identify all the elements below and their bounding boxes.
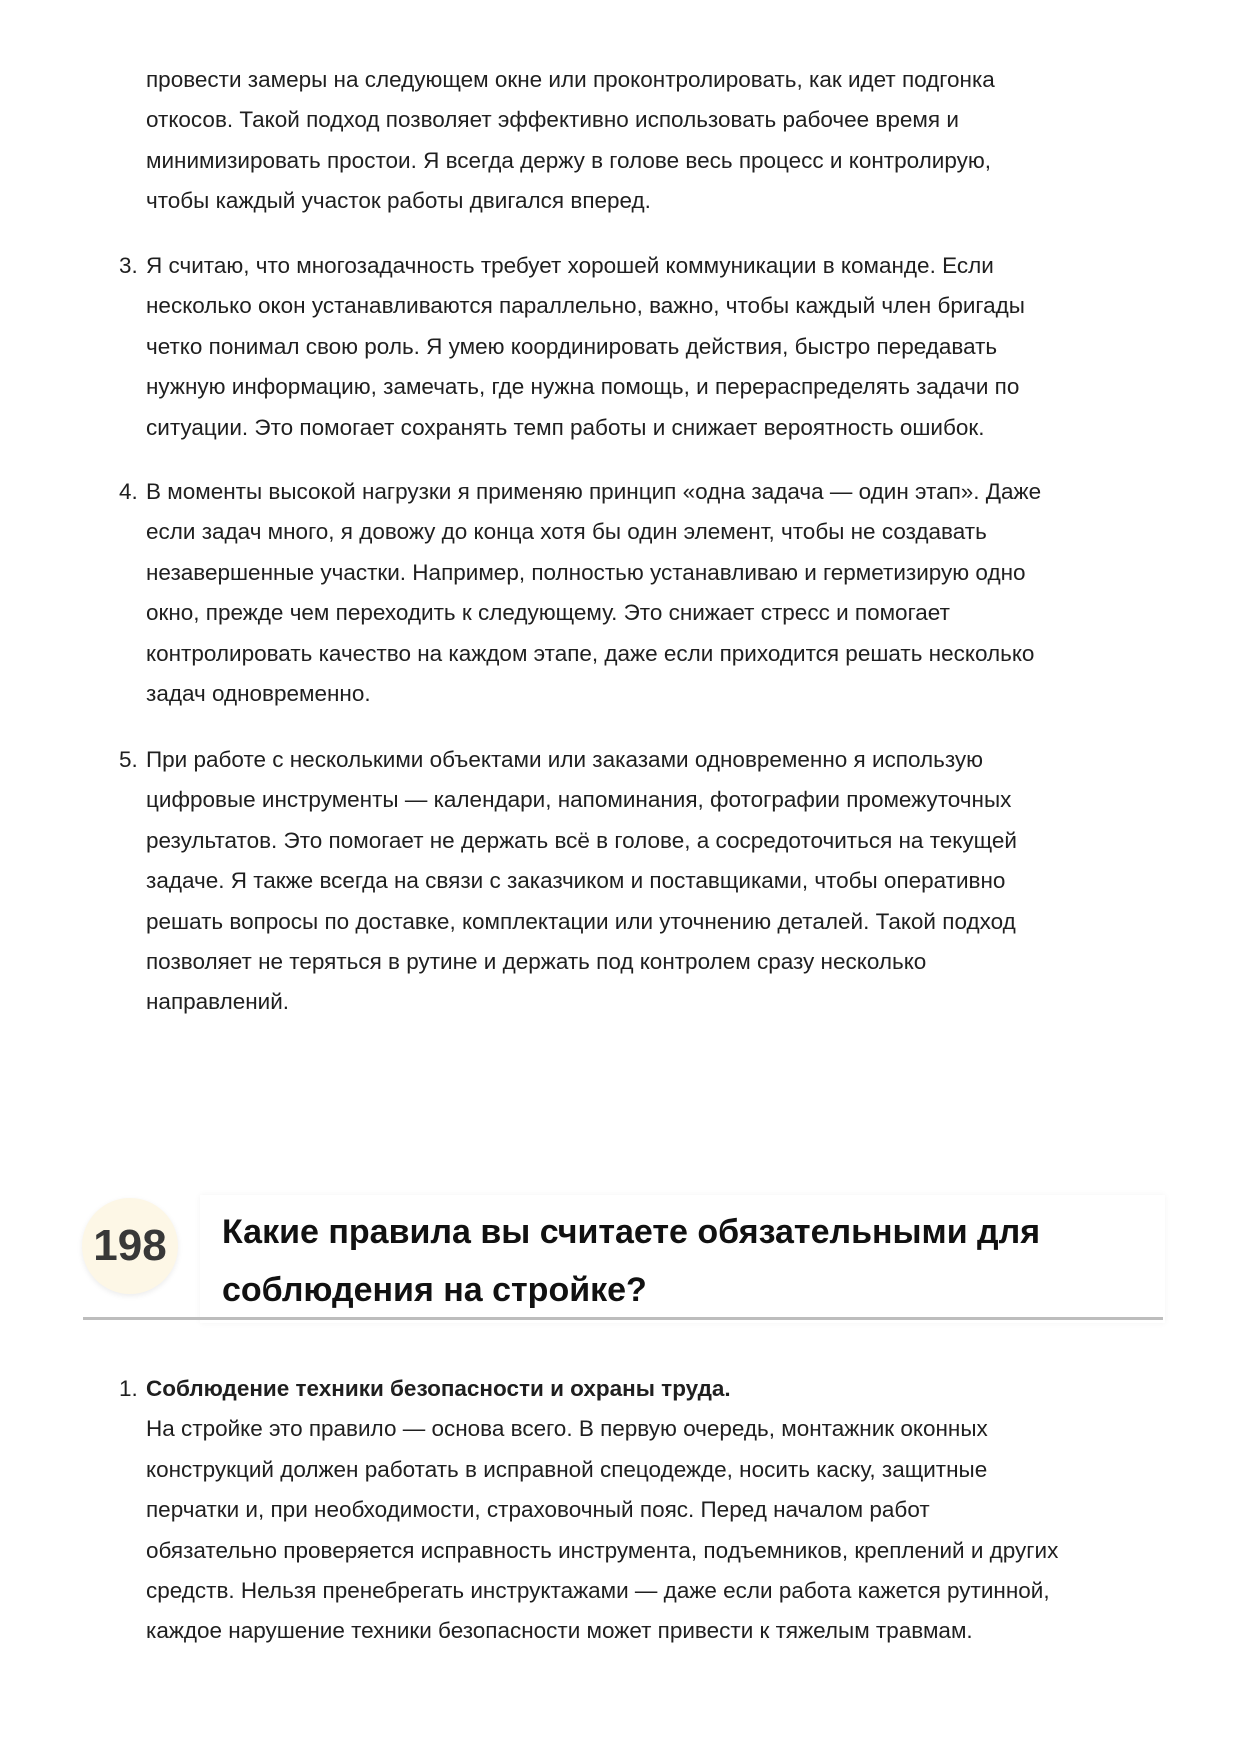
- text-line: обязательно проверяется исправность инструмента, подъемников, креплений и других: [146, 1537, 1059, 1563]
- text-line: При работе с несколькими объектами или заказами одновременно я использую: [146, 747, 984, 772]
- text-line: позволяет не теряться в рутине и держать под контролем сразу несколько: [146, 948, 927, 974]
- text-line: Я считаю, что многозадачность требует хорошей коммуникации в команде. Если: [146, 253, 994, 278]
- list-number: 5.: [119, 747, 138, 772]
- text-line: средств. Нельзя пренебрегать инструктажами — даже если работа кажется рутинной,: [146, 1577, 1050, 1603]
- text-line: откосов. Такой подход позволяет эффективно использовать рабочее время и: [146, 107, 959, 133]
- text-line: нужную информацию, замечать, где нужна помощь, и перераспределять задачи по: [146, 374, 1020, 400]
- list-number: 1.: [119, 1376, 138, 1401]
- text-line: перчатки и, при необходимости, страховочный пояс. Перед началом работ: [146, 1497, 930, 1523]
- answer-heading: Соблюдение техники безопасности и охраны труда.: [146, 1376, 731, 1401]
- text-line: окно, прежде чем переходить к следующему. Это снижает стресс и помогает: [146, 600, 950, 626]
- question-divider: [83, 1317, 1163, 1320]
- question-title: [222, 1203, 1040, 1319]
- text-line: задач одновременно.: [146, 680, 371, 706]
- text-line: конструкций должен работать в исправной спецодежде, носить каску, защитные: [146, 1456, 988, 1482]
- question-title-line: Какие правила вы считаете обязательными для: [222, 1213, 1041, 1251]
- question-number-badge: 198: [82, 1198, 178, 1294]
- text-line: задаче. Я также всегда на связи с заказчиком и поставщиками, чтобы оперативно: [146, 868, 1006, 894]
- text-line: результатов. Это помогает не держать всё в голове, а сосредоточиться на текущей: [146, 827, 1017, 853]
- text-line: провести замеры на следующем окне или проконтролировать, как идет подгонка: [146, 67, 995, 92]
- text-line: если задач много, я довожу до конца хотя бы один элемент, чтобы не создавать: [146, 519, 987, 545]
- list-item-5: [119, 740, 1017, 1023]
- list-item-3: [119, 246, 1025, 448]
- text-line: цифровые инструменты — календари, напоминания, фотографии промежуточных: [146, 787, 1012, 813]
- text-line: незавершенные участки. Например, полностью устанавливаю и герметизирую одно: [146, 559, 1026, 585]
- text-line: решать вопросы по доставке, комплектации или уточнению деталей. Такой подход: [146, 908, 1016, 934]
- list-number: 3.: [119, 253, 138, 278]
- text-line: минимизировать простои. Я всегда держу в голове весь процесс и контролирую,: [146, 147, 991, 173]
- text-line: несколько окон устанавливаются параллельно, важно, чтобы каждый член бригады: [146, 293, 1025, 319]
- text-line: каждое нарушение техники безопасности может привести к тяжелым травмам.: [146, 1618, 973, 1644]
- continuation-paragraph: [146, 60, 995, 222]
- text-line: четко понимал свою роль. Я умею координировать действия, быстро передавать: [146, 333, 998, 359]
- text-line: На стройке это правило — основа всего. В первую очередь, монтажник оконных: [146, 1416, 988, 1442]
- list-number: 4.: [119, 479, 138, 504]
- text-line: направлений.: [146, 989, 290, 1015]
- text-line: В моменты высокой нагрузки я применяю принцип «одна задача — один этап». Даже: [146, 479, 1042, 504]
- answer-item-1: [119, 1369, 1059, 1652]
- text-line: ситуации. Это помогает сохранять темп работы и снижает вероятность ошибок.: [146, 414, 985, 440]
- list-item-4: [119, 472, 1042, 714]
- question-title-line: соблюдения на стройке?: [222, 1271, 647, 1309]
- text-line: чтобы каждый участок работы двигался вперед.: [146, 188, 651, 214]
- text-line: контролировать качество на каждом этапе, даже если приходится решать несколько: [146, 640, 1035, 666]
